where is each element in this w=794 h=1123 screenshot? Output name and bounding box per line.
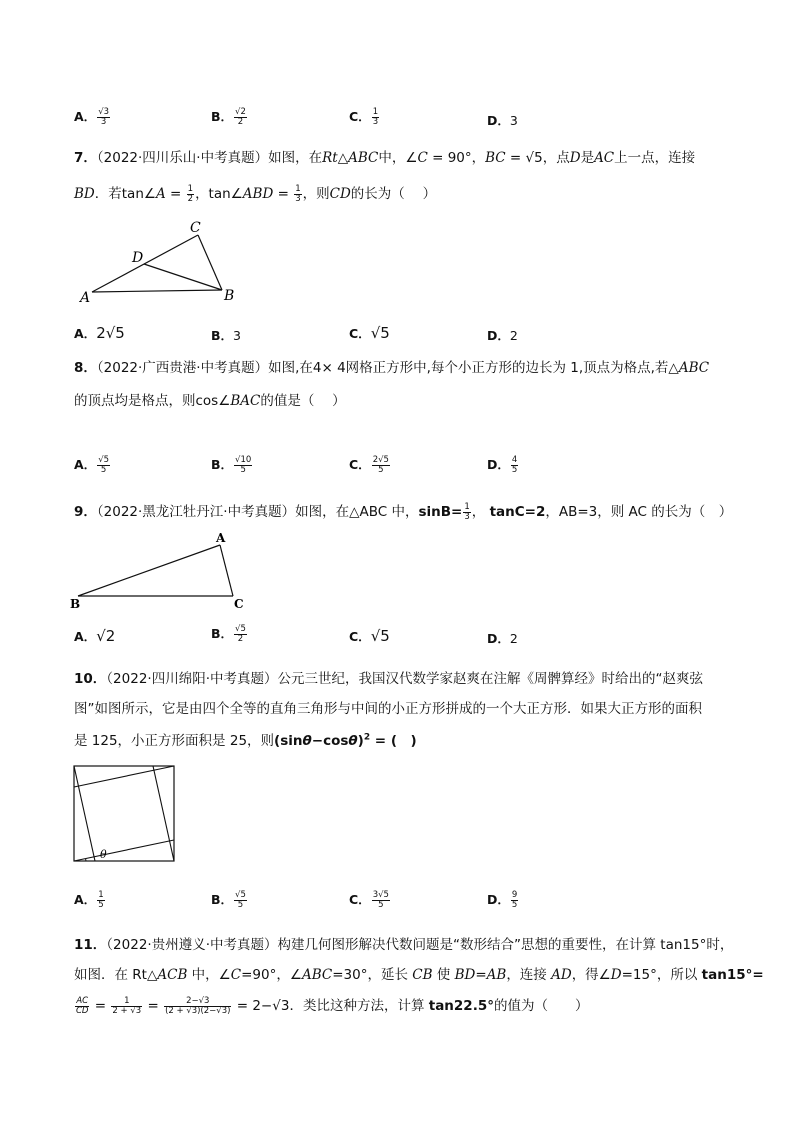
q10-segment-4 [74, 766, 95, 861]
q9-label-b: B [70, 597, 81, 611]
q8-option-d: D． $\frac{4}{5}$ [487, 455, 518, 475]
q11-line3: $\frac{AC}{CD}$ = $\frac{1}{2 + √3}$ = $\frac{2-√3}{(2 + √3)(2-√3)}$ = 2−√3．类比这种方法，计算 tan22.5°的值为（ ） [76, 995, 589, 1016]
q10-line1: 10．（2022·四川绵阳·中考真题）公元三世纪，我国汉代数学家赵爽在注解《周髀算经》时给出的“赵爽弦 [74, 671, 703, 687]
q9-side-ac [220, 545, 233, 596]
q9-label-c: C [234, 597, 244, 611]
q7-side-ac [92, 235, 198, 292]
q10-figure [72, 764, 178, 864]
q9-label-a: A [216, 531, 226, 545]
q8-option-a: A． $\frac{√5}{5}$ [74, 455, 110, 475]
q9-side-ba [78, 545, 220, 596]
q6-option-c: C． $\frac{1}{3}$ [349, 107, 379, 127]
q10-line2: 图”如图所示，它是由四个全等的直角三角形与中间的小正方形拼成的一个大正方形．如果大正方形的面积 [74, 701, 702, 717]
q7-line1: 7．（2022·四川乐山·中考真题）如图，在Rt△ABC中，∠C = 90°，BC = √5，点D是AC上一点，连接 [74, 150, 696, 166]
q7-figure [76, 216, 246, 308]
q8-line2: 的顶点均是格点，则cos∠BAC的值是（ ） [74, 393, 346, 409]
q10-segment-3 [74, 766, 174, 787]
q8-option-c: C． $\frac{2√5}{5}$ [349, 455, 389, 475]
q7-option-b: B．3 [211, 328, 241, 343]
q7-label-d: D [132, 250, 144, 266]
q9-option-c: C．√5 [349, 627, 390, 645]
q6-option-d: D．3 [487, 113, 518, 128]
q9-figure [70, 530, 250, 614]
q8-line1: 8．（2022·广西贵港·中考真题）如图,在4× 4网格正方形中,每个小正方形的边长为 1,顶点为格点,若△ABC [74, 360, 710, 376]
q10-option-c: C． $\frac{3√5}{5}$ [349, 890, 389, 910]
q10-label-theta: θ [100, 848, 107, 861]
q10-option-b: B． $\frac{√5}{5}$ [211, 890, 246, 910]
q10-segment-1 [74, 840, 174, 861]
q7-side-cb [198, 235, 222, 290]
q10-outer-square [74, 766, 174, 861]
q9-line1: 9．（2022·黑龙江牡丹江·中考真题）如图，在△ABC 中，sinB= $\frac{1}{3}$ ， tanC=2，AB=3，则 AC 的长为（ ） [74, 501, 733, 522]
q6-option-a: A． $\frac{√3}{3}$ [74, 107, 110, 127]
q7-side-ab [92, 290, 222, 292]
q7-label-a: A [80, 290, 91, 306]
q8-option-b: B． $\frac{√10}{5}$ [211, 455, 252, 475]
q9-option-a: A．√2 [74, 627, 116, 645]
q7-line2: BD．若tan∠A = $\frac{1}{2}$ ，tan∠ABD = $\frac{1}{3}$ ，则CD的长为（ ） [74, 183, 437, 204]
q7-option-a: A．2√5 [74, 324, 125, 342]
q10-line3: 是 125，小正方形面积是 25，则$(\sin\theta-\cos\theta)^2$ = ( ) [74, 732, 417, 749]
q7-segment-bd [144, 264, 222, 290]
q10-segment-2 [153, 766, 174, 861]
q10-option-a: A． $\frac{1}{5}$ [74, 890, 104, 910]
q7-option-d: D．2 [487, 328, 518, 343]
q10-angle-arc [86, 859, 87, 861]
q7-option-c: C．√5 [349, 324, 390, 342]
q6-option-b: B． $\frac{√2}{2}$ [211, 107, 246, 127]
q9-option-b: B． $\frac{√5}{2}$ [211, 624, 246, 644]
q7-label-c: C [190, 220, 201, 236]
q9-option-d: D．2 [487, 631, 518, 646]
q11-line2: 如图．在 Rt△ACB 中，∠C=90°，∠ABC=30°，延长 CB 使 BD=AB，连接 AD，得∠D=15°，所以 tan15°= [74, 967, 764, 983]
q11-line1: 11．（2022·贵州遵义·中考真题）构建几何图形解决代数问题是“数形结合”思想的重要性，在计算 tan15°时， [74, 937, 734, 953]
q10-option-d: D． $\frac{9}{5}$ [487, 890, 518, 910]
q7-label-b: B [224, 288, 235, 304]
